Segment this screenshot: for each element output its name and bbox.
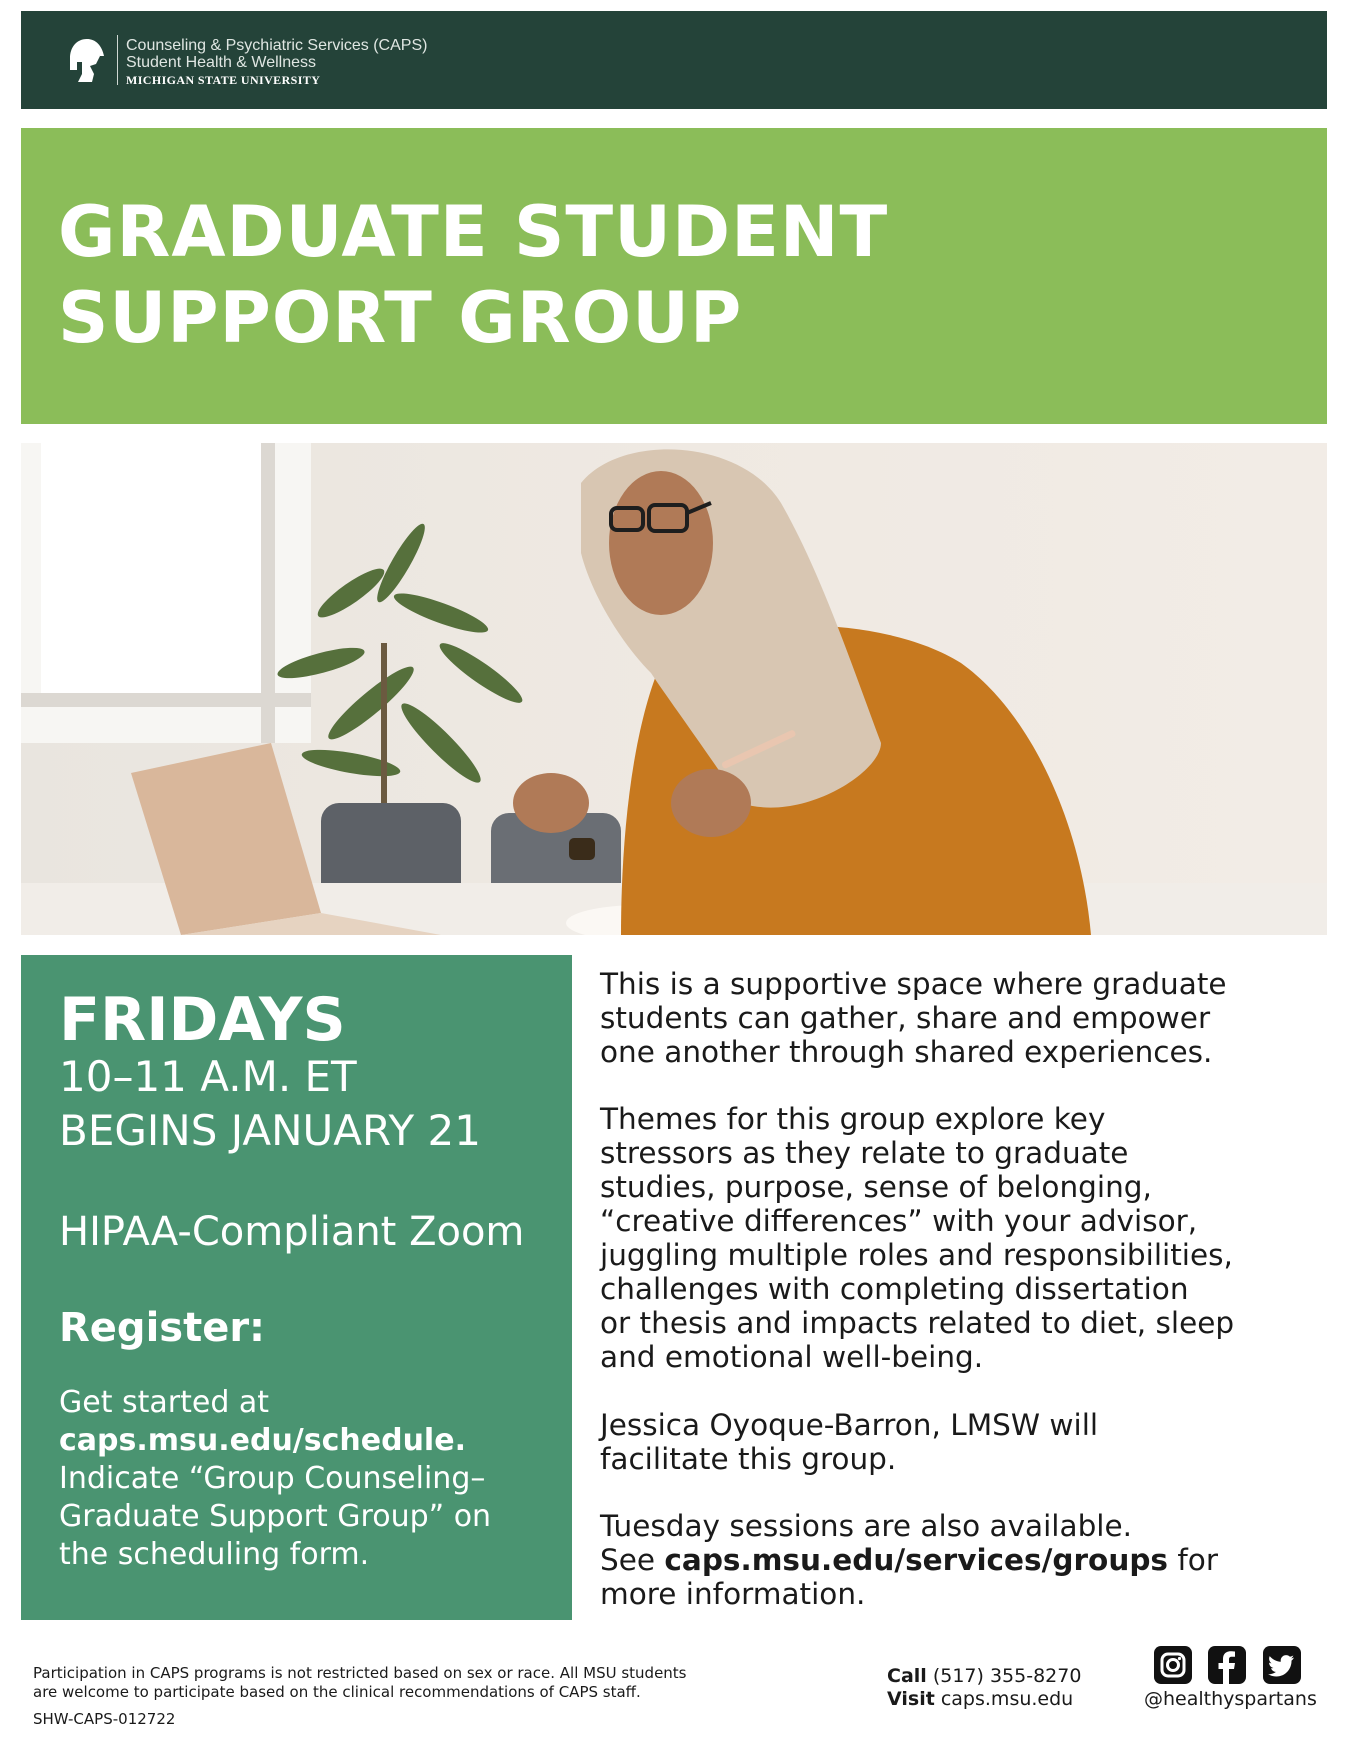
- meeting-days: FRIDAYS: [59, 985, 346, 1055]
- groups-link[interactable]: caps.msu.edu/services/groups: [664, 1543, 1168, 1577]
- page-title-line-2: SUPPORT GROUP: [58, 277, 743, 359]
- for-text: for: [1177, 1543, 1218, 1577]
- phone-number[interactable]: (517) 355-8270: [932, 1665, 1082, 1687]
- call-label: Call: [887, 1665, 927, 1687]
- register-text: the scheduling form.: [59, 1537, 370, 1572]
- register-heading: Register:: [59, 1305, 266, 1351]
- visit-line: [887, 1688, 1073, 1711]
- website-link[interactable]: caps.msu.edu: [940, 1688, 1074, 1710]
- photo: [21, 443, 1327, 935]
- description-line: one another through shared experiences.: [600, 1035, 1213, 1069]
- tuesday-see-line: [600, 1543, 1218, 1577]
- instagram-icon[interactable]: [1154, 1646, 1192, 1684]
- facilitator-line: Jessica Oyoque-Barron, LMSW will: [600, 1408, 1099, 1442]
- see-text: See: [600, 1543, 656, 1577]
- disclaimer: are welcome to participate based on the clinical recommendations of CAPS staff.: [33, 1683, 641, 1701]
- themes-line: Themes for this group explore key: [600, 1102, 1106, 1136]
- description-line: This is a supportive space where graduate: [600, 967, 1227, 1001]
- themes-line: stressors as they relate to graduate: [600, 1136, 1129, 1170]
- spartan-helmet-icon: [66, 36, 108, 86]
- themes-line: challenges with completing dissertation: [600, 1272, 1189, 1306]
- visit-label: Visit: [887, 1688, 935, 1710]
- call-line: [887, 1665, 1081, 1688]
- themes-line: studies, purpose, sense of belonging,: [600, 1170, 1152, 1204]
- twitter-icon[interactable]: [1263, 1646, 1301, 1684]
- register-text: Graduate Support Group” on: [59, 1499, 492, 1534]
- facebook-icon[interactable]: [1208, 1646, 1246, 1684]
- register-link[interactable]: caps.msu.edu/schedule.: [59, 1423, 466, 1458]
- themes-line: “creative differences” with your advisor,: [600, 1204, 1198, 1238]
- tuesday-line: more information.: [600, 1577, 866, 1611]
- themes-line: juggling multiple roles and responsibilities,: [600, 1238, 1233, 1272]
- description-line: students can gather, share and empower: [600, 1001, 1211, 1035]
- document-code: SHW-CAPS-012722: [33, 1710, 176, 1728]
- themes-line: or thesis and impacts related to diet, sleep: [600, 1306, 1235, 1340]
- logo-divider: [117, 35, 118, 85]
- org-name: Counseling & Psychiatric Services (CAPS): [126, 37, 428, 54]
- tuesday-line: Tuesday sessions are also available.: [600, 1509, 1133, 1543]
- university-name: MICHIGAN STATE UNIVERSITY: [126, 73, 321, 87]
- facilitator-line: facilitate this group.: [600, 1442, 897, 1476]
- page-title-line-1: GRADUATE STUDENT: [58, 191, 889, 273]
- themes-line: and emotional well-being.: [600, 1340, 984, 1374]
- disclaimer: Participation in CAPS programs is not restricted based on sex or race. All MSU students: [33, 1664, 687, 1682]
- meeting-location: HIPAA-Compliant Zoom: [59, 1209, 525, 1255]
- start-date: BEGINS JANUARY 21: [59, 1106, 481, 1155]
- register-text: Indicate “Group Counseling–: [59, 1461, 486, 1496]
- meeting-time: 10–11 A.M. ET: [59, 1052, 357, 1101]
- social-handle[interactable]: @healthyspartans: [1144, 1688, 1317, 1710]
- org-department: Student Health & Wellness: [126, 54, 317, 71]
- register-text: Get started at: [59, 1385, 270, 1420]
